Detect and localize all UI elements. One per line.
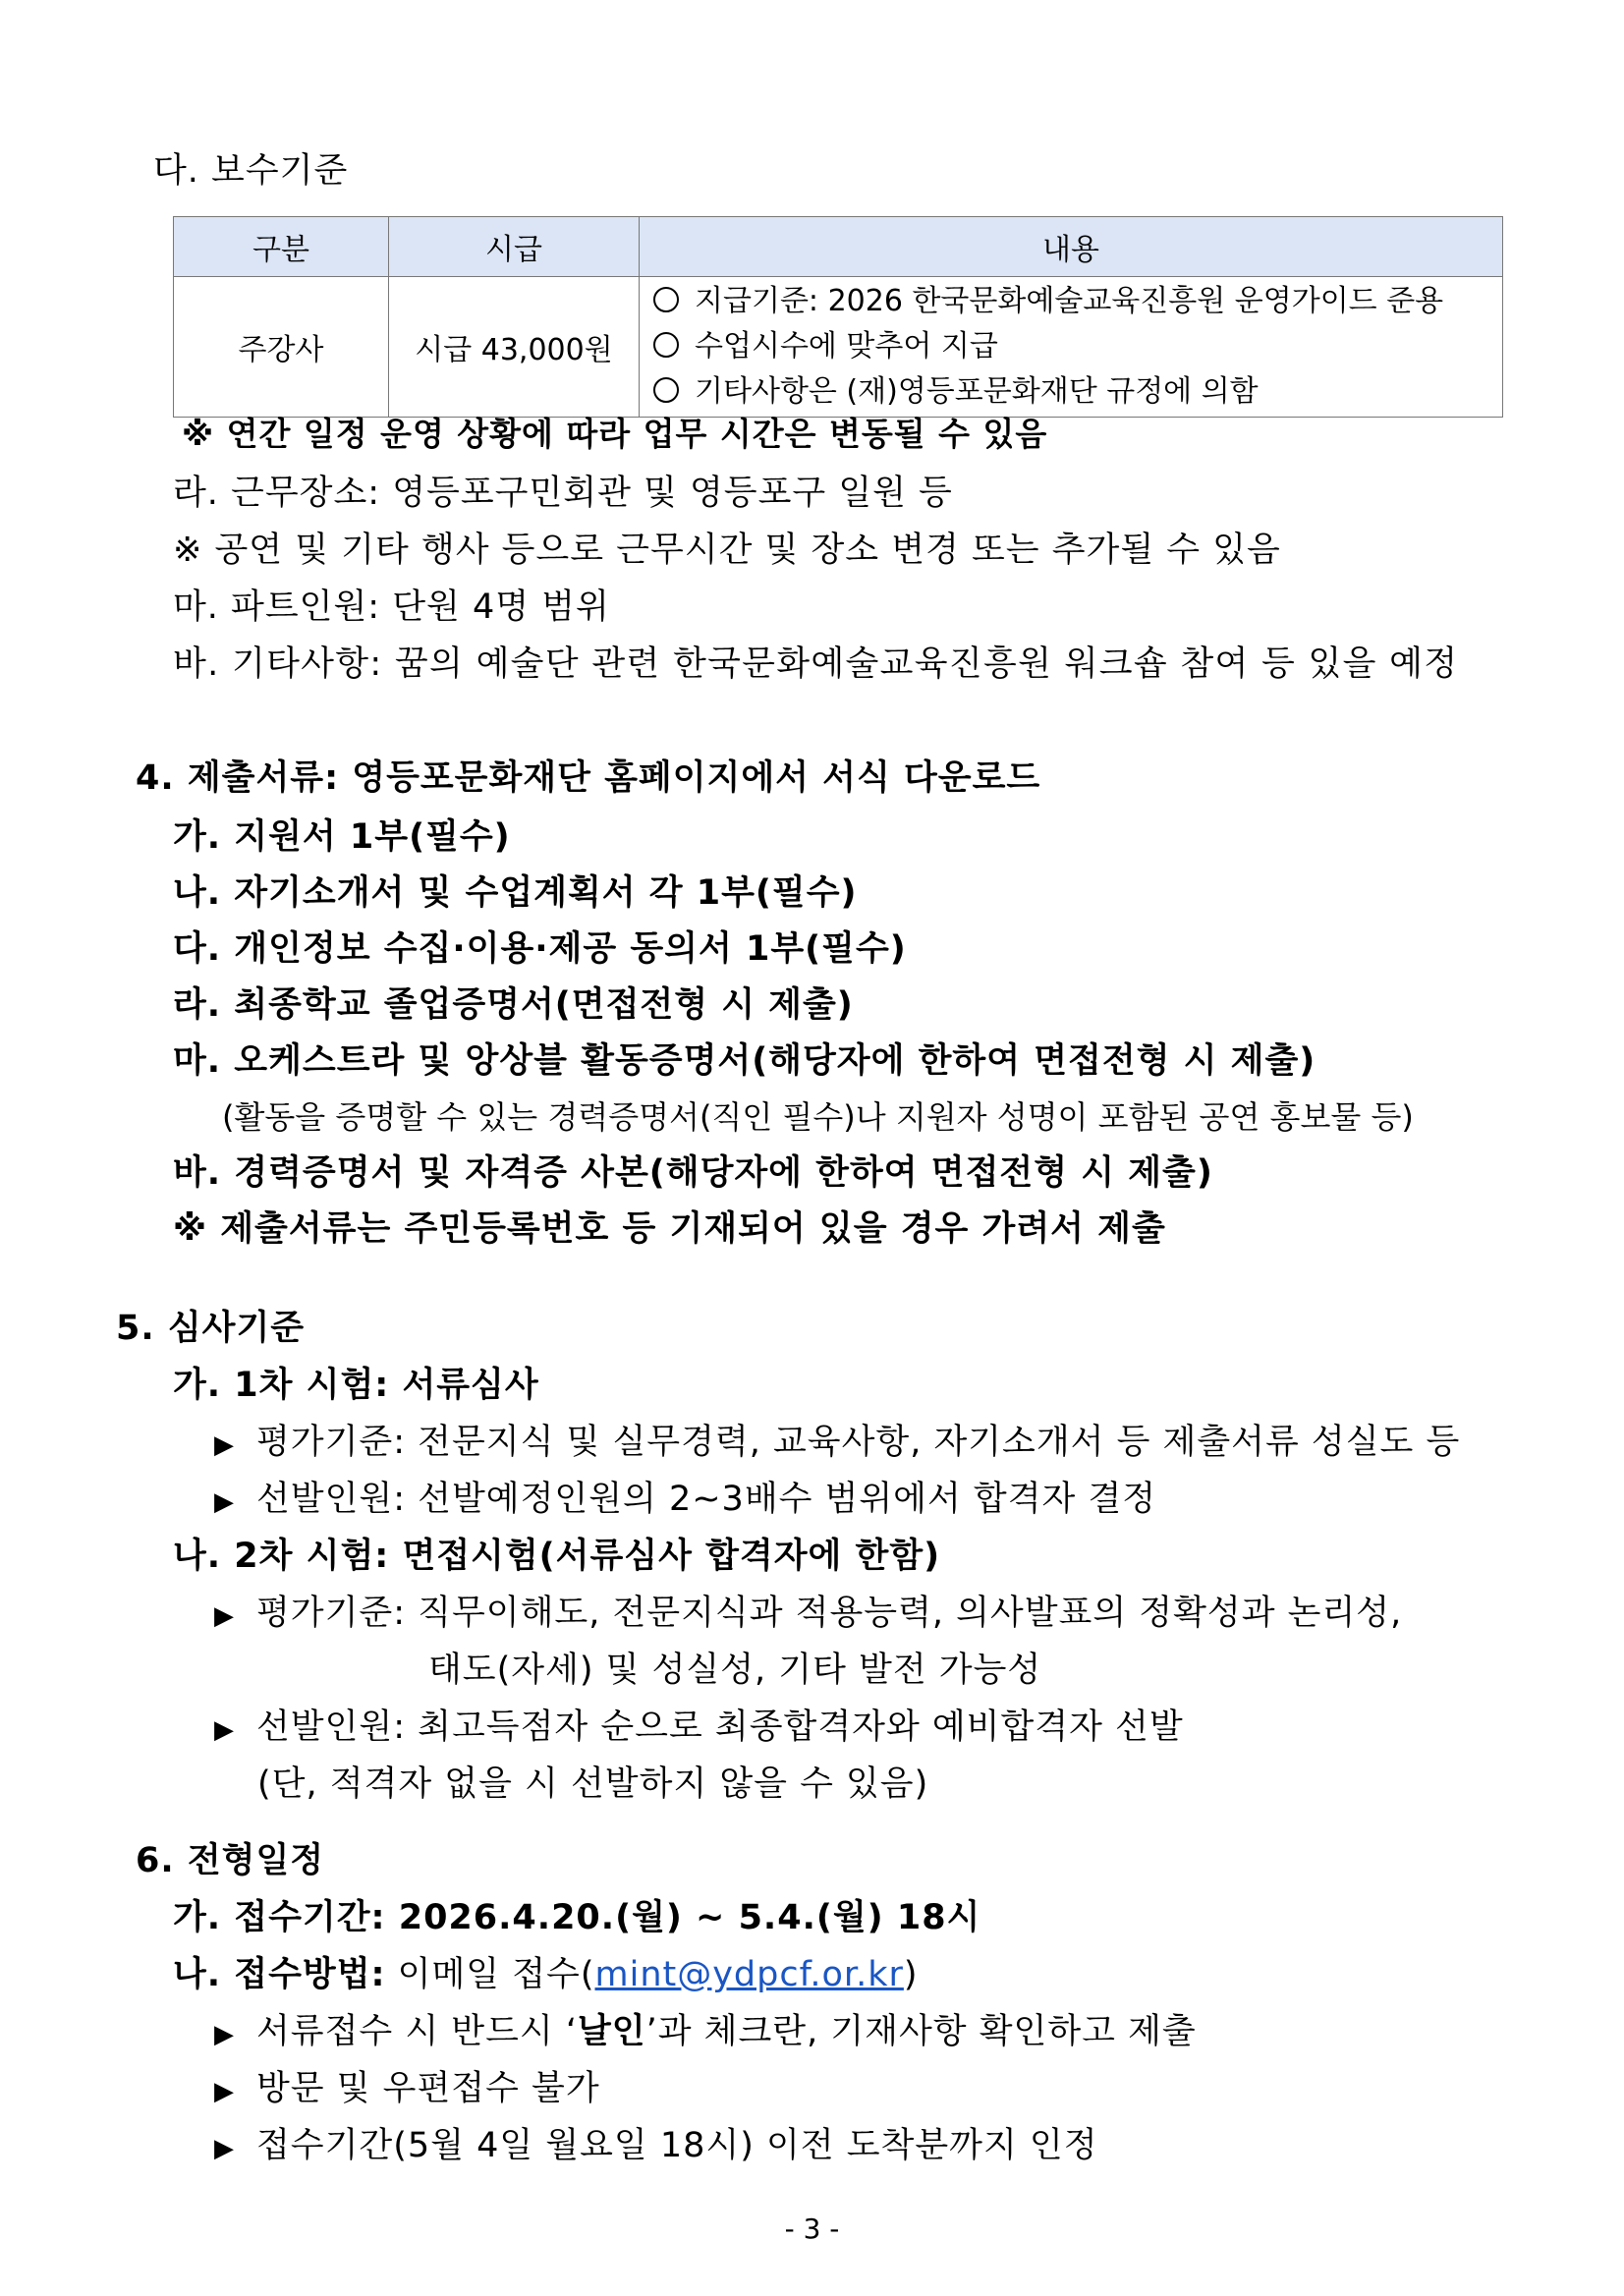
- list-item: 수업시수에 맞추어 지급: [640, 324, 1502, 369]
- table-row: [174, 277, 1503, 418]
- triangle-bullet-icon: ▶: [214, 1430, 235, 1460]
- list-item: ▶ 접수기간(5월 4일 월요일 18시) 이전 도착분까지 인정: [214, 2124, 1098, 2170]
- table-cell-role: 주강사: [174, 277, 389, 418]
- list-item: 라. 최종학교 졸업증명서(면접전형 시 제출): [173, 985, 854, 1025]
- list-item-continuation: 태도(자세) 및 성실성, 기타 발전 가능성: [428, 1651, 1042, 1690]
- stage-2-heading: 나. 2차 시험: 면접시험(서류심사 합격자에 한함): [173, 1537, 941, 1576]
- email-link[interactable]: mint@ydpcf.or.kr: [594, 1955, 904, 1994]
- triangle-bullet-icon: ▶: [214, 2020, 235, 2049]
- list-item: 바. 경력증명서 및 자격증 사본(해당자에 한하여 면접전형 시 제출): [173, 1153, 1213, 1193]
- list-item: ▶ 서류접수 시 반드시 ‘날인’과 체크란, 기재사항 확인하고 제출: [214, 2010, 1197, 2056]
- triangle-bullet-icon: ▶: [214, 2134, 235, 2163]
- triangle-bullet-icon: ▶: [214, 1487, 235, 1517]
- list-item: ▶ 평가기준: 전문지식 및 실무경력, 교육사항, 자기소개서 등 제출서류 성실도 등: [214, 1421, 1460, 1467]
- list-item: 지급기준: 2026 한국문화예술교육진흥원 운영가이드 준용: [640, 279, 1502, 324]
- list-item-continuation: (단, 적격자 없을 시 선발하지 않을 수 있음): [257, 1764, 929, 1804]
- list-item: 나. 자기소개서 및 수업계획서 각 1부(필수): [173, 873, 858, 913]
- note-documents: ※ 제출서류는 주민등록번호 등 기재되어 있을 경우 가려서 제출: [173, 1209, 1166, 1249]
- work-location: 라. 근무장소: 영등포구민회관 및 영등포구 일원 등: [173, 474, 953, 513]
- application-period: 가. 접수기간: 2026.4.20.(월) ~ 5.4.(월) 18시: [173, 1898, 981, 1937]
- page-number: - 3 -: [784, 2212, 840, 2245]
- circle-bullet-icon: [653, 332, 679, 358]
- list-item: ▶ 방문 및 우편접수 불가: [214, 2067, 600, 2113]
- application-method: 나. 접수방법: 이메일 접수(mint@ydpcf.or.kr): [173, 1955, 919, 1994]
- note-change: ※ 공연 및 기타 행사 등으로 근무시간 및 장소 변경 또는 추가될 수 있음: [173, 531, 1281, 570]
- list-item: ▶ 평가기준: 직무이해도, 전문지식과 적용능력, 의사발표의 정확성과 논리성,: [214, 1592, 1402, 1638]
- list-item: ▶ 선발인원: 선발예정인원의 2~3배수 범위에서 합격자 결정: [214, 1478, 1156, 1524]
- section-title-criteria: 5. 심사기준: [116, 1309, 306, 1348]
- triangle-bullet-icon: ▶: [214, 1715, 235, 1745]
- list-item: 가. 지원서 1부(필수): [173, 817, 511, 857]
- pay-table: [173, 216, 1503, 418]
- part-members: 마. 파트인원: 단원 4명 범위: [173, 588, 610, 627]
- sub-note: (활동을 증명할 수 있는 경력증명서(직인 필수)나 지원자 성명이 포함된 공연 홍보물 등): [222, 1098, 1414, 1136]
- list-item: 마. 오케스트라 및 앙상블 활동증명서(해당자에 한하여 면접전형 시 제출): [173, 1041, 1316, 1081]
- list-item: ▶ 선발인원: 최고득점자 순으로 최종합격자와 예비합격자 선발: [214, 1706, 1184, 1752]
- table-header: 내용: [640, 217, 1503, 277]
- triangle-bullet-icon: ▶: [214, 1601, 235, 1631]
- circle-bullet-icon: [653, 287, 679, 312]
- list-item: 다. 개인정보 수집·이용·제공 동의서 1부(필수): [173, 929, 907, 969]
- table-cell-wage: 시급 43,000원: [389, 277, 640, 418]
- table-header-row: [174, 217, 1503, 277]
- other-notes: 바. 기타사항: 꿈의 예술단 관련 한국문화예술교육진흥원 워크숍 참여 등 있을 예정: [173, 644, 1459, 684]
- table-header: 구분: [174, 217, 389, 277]
- table-header: 시급: [389, 217, 640, 277]
- note-schedule: ※ 연간 일정 운영 상황에 따라 업무 시간은 변동될 수 있음: [182, 415, 1048, 453]
- section-heading-pay: 다. 보수기준: [153, 151, 349, 191]
- stage-1-heading: 가. 1차 시험: 서류심사: [173, 1366, 539, 1405]
- section-title-schedule: 6. 전형일정: [136, 1841, 325, 1880]
- triangle-bullet-icon: ▶: [214, 2077, 235, 2106]
- table-cell-content: [640, 277, 1503, 418]
- circle-bullet-icon: [653, 377, 679, 403]
- section-title-documents: 4. 제출서류: 영등포문화재단 홈페이지에서 서식 다운로드: [136, 758, 1041, 798]
- list-item: 기타사항은 (재)영등포문화재단 규정에 의함: [640, 369, 1502, 415]
